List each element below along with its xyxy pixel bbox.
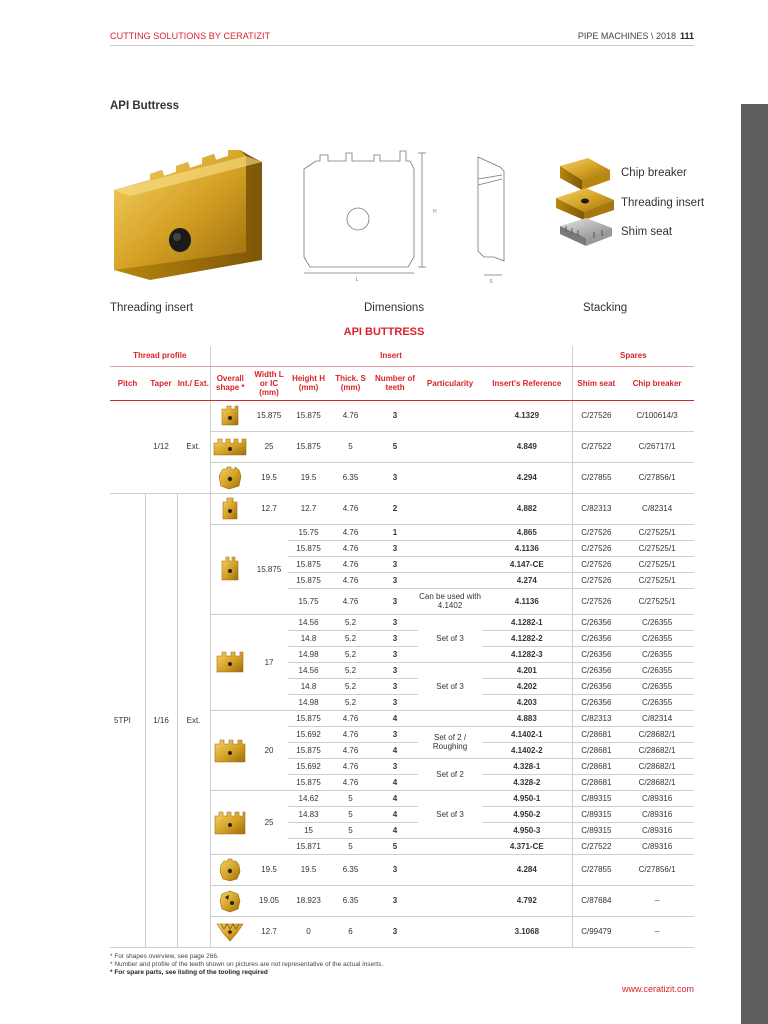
insert-shape-icon: [218, 858, 242, 882]
cell-reference: 4.1136: [482, 588, 572, 614]
cell-height: 12.7: [288, 493, 329, 524]
table-title: API BUTTRESS: [343, 326, 425, 338]
cell-height: 15.875: [288, 774, 329, 790]
col-shim-seat: Shim seat: [572, 366, 620, 400]
label-shim-seat: Shim seat: [621, 226, 673, 238]
cell-thickness: 4.76: [329, 524, 372, 540]
cell-reference: 4.1402-2: [482, 742, 572, 758]
cell-particularity: Set of 3: [418, 790, 482, 838]
cell-teeth: 5: [372, 431, 418, 462]
col-number-of-teeth: Number of teeth: [372, 366, 418, 400]
cell-thickness: 4.76: [329, 710, 372, 726]
cell-teeth: 3: [372, 646, 418, 662]
cell-pitch-blank: [110, 400, 145, 493]
cell-thickness: 6.35: [329, 885, 372, 916]
cell-teeth: 4: [372, 806, 418, 822]
cell-height: 15.75: [288, 524, 329, 540]
cell-shim: C/27522: [572, 431, 620, 462]
cell-chip: C/27525/1: [620, 572, 694, 588]
stacking-image: [552, 156, 622, 248]
cell-height: 14.8: [288, 630, 329, 646]
svg-text:S: S: [489, 279, 493, 285]
cell-teeth: 3: [372, 662, 418, 678]
shape-cell: [210, 400, 250, 431]
cell-thickness: 5.2: [329, 694, 372, 710]
cell-height: 15.692: [288, 758, 329, 774]
cell-thickness: 6.35: [329, 462, 372, 493]
cell-teeth: 3: [372, 400, 418, 431]
cell-reference: 4.284: [482, 854, 572, 885]
shape-cell: [210, 710, 250, 790]
cell-reference: 4.882: [482, 493, 572, 524]
col-height: Height H (mm): [288, 366, 329, 400]
col-chip-breaker: Chip breaker: [620, 366, 694, 400]
cell-shim: C/26356: [572, 614, 620, 630]
dimensions-drawing: [290, 145, 530, 285]
cell-shim: C/26356: [572, 630, 620, 646]
cell-teeth: 3: [372, 572, 418, 588]
cell-particularity: [418, 540, 482, 556]
cell-chip: –: [620, 885, 694, 916]
cell-teeth: 3: [372, 630, 418, 646]
cell-chip: C/26355: [620, 694, 694, 710]
cell-teeth: 4: [372, 710, 418, 726]
cell-teeth: 4: [372, 822, 418, 838]
cell-teeth: 3: [372, 540, 418, 556]
cell-chip: C/27525/1: [620, 588, 694, 614]
cell-teeth: 3: [372, 885, 418, 916]
insert-shape-icon: [212, 437, 248, 457]
cell-shim: C/89315: [572, 806, 620, 822]
cell-chip: C/28682/1: [620, 726, 694, 742]
cell-shim: C/89315: [572, 790, 620, 806]
cell-chip: C/26355: [620, 630, 694, 646]
svg-text:H: H: [433, 209, 437, 215]
cell-reference: 4.1136: [482, 540, 572, 556]
cell-reference: 4.950-3: [482, 822, 572, 838]
shape-cell: [210, 916, 250, 947]
cell-chip: C/100614/3: [620, 400, 694, 431]
cell-height: 14.56: [288, 614, 329, 630]
cell-particularity: [418, 493, 482, 524]
cell-height: 15.875: [288, 572, 329, 588]
label-threading-insert: Threading insert: [621, 197, 705, 209]
cell-height: 19.5: [288, 854, 329, 885]
cell-chip: C/82314: [620, 710, 694, 726]
cell-thickness: 5.2: [329, 630, 372, 646]
cell-chip: C/28682/1: [620, 758, 694, 774]
cell-thickness: 4.76: [329, 758, 372, 774]
cell-reference: 4.328-2: [482, 774, 572, 790]
cell-shim: C/82313: [572, 493, 620, 524]
cell-teeth: 4: [372, 742, 418, 758]
cell-height: 0: [288, 916, 329, 947]
cell-teeth: 3: [372, 588, 418, 614]
cell-width: 25: [250, 790, 288, 854]
cell-chip: C/27525/1: [620, 540, 694, 556]
cell-particularity: [418, 431, 482, 462]
cell-height: 15.875: [288, 431, 329, 462]
cell-taper: 1/12: [145, 400, 177, 493]
cell-height: 15.871: [288, 838, 329, 854]
cell-reference: 4.147-CE: [482, 556, 572, 572]
footnote-shapes: * For shapes overview, see page 266.: [110, 953, 219, 960]
cell-reference: 4.849: [482, 431, 572, 462]
cell-shim: C/27855: [572, 854, 620, 885]
header-catalog: PIPE MACHINES \ 2018: [577, 31, 676, 41]
cell-height: 15.875: [288, 742, 329, 758]
col-overall-shape: Overall shape *: [210, 366, 250, 400]
cell-shim: C/99479: [572, 916, 620, 947]
cell-shim: C/89315: [572, 822, 620, 838]
cell-pitch: 5TPI: [110, 493, 145, 947]
cell-particularity: Set of 2: [418, 758, 482, 790]
cell-height: 14.98: [288, 694, 329, 710]
col-pitch: Pitch: [110, 366, 145, 400]
col-width: Width L or IC (mm): [250, 366, 288, 400]
shape-cell: [210, 854, 250, 885]
side-tab: [741, 104, 768, 1024]
cell-reference: 4.1329: [482, 400, 572, 431]
insert-shape-icon: [215, 650, 245, 674]
cell-particularity: [418, 524, 482, 540]
cell-teeth: 1: [372, 524, 418, 540]
cell-thickness: 5: [329, 431, 372, 462]
cell-thickness: 5: [329, 806, 372, 822]
cell-shim: C/27526: [572, 588, 620, 614]
label-chip-breaker: Chip breaker: [621, 167, 687, 179]
website-link[interactable]: www.ceratizit.com: [621, 984, 694, 994]
cell-width: 20: [250, 710, 288, 790]
cell-thickness: 4.76: [329, 588, 372, 614]
table-row: [110, 400, 694, 431]
cell-ext: Ext.: [177, 493, 210, 947]
col-int-ext: Int./ Ext.: [177, 366, 210, 400]
cell-teeth: 3: [372, 758, 418, 774]
header-brand: CUTTING SOLUTIONS BY CERATIZIT: [110, 31, 271, 41]
insert-shape-icon: [213, 736, 247, 764]
cell-teeth: 3: [372, 556, 418, 572]
cell-shim: C/28681: [572, 774, 620, 790]
cell-chip: C/82314: [620, 493, 694, 524]
cell-height: 15.875: [288, 710, 329, 726]
cell-chip: C/26355: [620, 646, 694, 662]
cell-reference: 4.1282-2: [482, 630, 572, 646]
cell-particularity: [418, 462, 482, 493]
cell-shim: C/28681: [572, 758, 620, 774]
cell-teeth: 3: [372, 726, 418, 742]
cell-chip: C/89316: [620, 838, 694, 854]
group-spares: Spares: [572, 346, 694, 366]
section-title: API Buttress: [110, 100, 180, 112]
cell-thickness: 5.2: [329, 678, 372, 694]
cell-shim: C/26356: [572, 646, 620, 662]
cell-teeth: 3: [372, 854, 418, 885]
cell-chip: C/26355: [620, 662, 694, 678]
cell-reference: 4.950-1: [482, 790, 572, 806]
cell-reference: 4.1282-1: [482, 614, 572, 630]
cell-chip: C/89316: [620, 806, 694, 822]
cell-shim: C/26356: [572, 694, 620, 710]
insert-shape-icon: [215, 921, 245, 943]
group-thread-profile: Thread profile: [110, 346, 210, 366]
col-thickness: Thick. S (mm): [329, 366, 372, 400]
col-particularity: Particularity: [418, 366, 482, 400]
shape-cell: [210, 524, 250, 614]
cell-ext: Ext.: [177, 400, 210, 493]
cell-shim: C/27526: [572, 572, 620, 588]
cell-chip: C/89316: [620, 822, 694, 838]
insert-shape-icon: [220, 497, 240, 521]
cell-teeth: 3: [372, 678, 418, 694]
cell-reference: 4.294: [482, 462, 572, 493]
cell-taper: 1/16: [145, 493, 177, 947]
cell-particularity: [418, 885, 482, 916]
cell-shim: C/26356: [572, 662, 620, 678]
cell-particularity: [418, 854, 482, 885]
cell-shim: C/26356: [572, 678, 620, 694]
cell-thickness: 4.76: [329, 572, 372, 588]
cell-shim: C/27526: [572, 400, 620, 431]
cell-shim: C/27526: [572, 524, 620, 540]
insert-shape-icon: [219, 556, 241, 582]
cell-thickness: 6.35: [329, 854, 372, 885]
cell-particularity: [418, 400, 482, 431]
cell-particularity: [418, 838, 482, 854]
cell-reference: 4.274: [482, 572, 572, 588]
cell-height: 14.98: [288, 646, 329, 662]
cell-particularity: [418, 710, 482, 726]
cell-shim: C/28681: [572, 742, 620, 758]
footnote-spare-parts: * For spare parts, see listing of the tooling required: [110, 969, 268, 976]
cell-chip: C/27525/1: [620, 524, 694, 540]
cell-width: 19.5: [250, 854, 288, 885]
cell-thickness: 4.76: [329, 400, 372, 431]
cell-reference: 4.792: [482, 885, 572, 916]
cell-reference: 4.328-1: [482, 758, 572, 774]
cell-chip: C/26355: [620, 678, 694, 694]
cell-thickness: 5.2: [329, 614, 372, 630]
cell-width: 25: [250, 431, 288, 462]
col-taper: Taper: [145, 366, 177, 400]
api-buttress-table: [110, 346, 694, 948]
header-publication: [578, 31, 694, 41]
caption-stacking: Stacking: [583, 302, 628, 314]
cell-particularity: [418, 916, 482, 947]
cell-chip: C/89316: [620, 790, 694, 806]
cell-height: 14.62: [288, 790, 329, 806]
cell-height: 14.83: [288, 806, 329, 822]
cell-shim: C/28681: [572, 726, 620, 742]
cell-width: 15.875: [250, 524, 288, 614]
cell-thickness: 4.76: [329, 726, 372, 742]
cell-thickness: 6: [329, 916, 372, 947]
cell-thickness: 4.76: [329, 742, 372, 758]
cell-chip: –: [620, 916, 694, 947]
svg-text:L: L: [355, 277, 359, 283]
cell-width: 17: [250, 614, 288, 710]
cell-teeth: 4: [372, 790, 418, 806]
cell-width: 12.7: [250, 493, 288, 524]
cell-chip: C/26355: [620, 614, 694, 630]
cell-thickness: 5.2: [329, 662, 372, 678]
table-row: [110, 493, 694, 524]
cell-particularity: Set of 2 / Roughing: [418, 726, 482, 758]
shape-cell: [210, 462, 250, 493]
cell-particularity: Set of 3: [418, 614, 482, 662]
cell-reference: 4.1282-3: [482, 646, 572, 662]
cell-thickness: 4.76: [329, 556, 372, 572]
cell-thickness: 4.76: [329, 540, 372, 556]
cell-height: 15.75: [288, 588, 329, 614]
threading-insert-image: [110, 150, 270, 285]
cell-reference: 4.883: [482, 710, 572, 726]
cell-thickness: 4.76: [329, 493, 372, 524]
cell-height: 15: [288, 822, 329, 838]
cell-height: 19.5: [288, 462, 329, 493]
cell-height: 18.923: [288, 885, 329, 916]
cell-reference: 4.865: [482, 524, 572, 540]
cell-height: 14.56: [288, 662, 329, 678]
cell-reference: 4.202: [482, 678, 572, 694]
cell-particularity: Can be used with 4.1402: [418, 588, 482, 614]
cell-teeth: 3: [372, 462, 418, 493]
cell-reference: 4.371-CE: [482, 838, 572, 854]
shape-cell: [210, 614, 250, 710]
insert-shape-icon: [213, 808, 247, 836]
footnote-teeth: * Number and profile of the teeth shown on pictures are not representative of the actual inserts.: [110, 961, 384, 968]
cell-reference: 4.201: [482, 662, 572, 678]
col-insert-reference: Insert's Reference: [482, 366, 572, 400]
cell-chip: C/26717/1: [620, 431, 694, 462]
cell-width: 15.875: [250, 400, 288, 431]
cell-thickness: 5: [329, 822, 372, 838]
cell-width: 19.05: [250, 885, 288, 916]
cell-height: 15.875: [288, 556, 329, 572]
cell-particularity: [418, 556, 482, 572]
cell-shim: C/27526: [572, 556, 620, 572]
cell-thickness: 5: [329, 838, 372, 854]
cell-chip: C/27856/1: [620, 854, 694, 885]
cell-height: 15.875: [288, 540, 329, 556]
cell-shim: C/27855: [572, 462, 620, 493]
cell-width: 19.5: [250, 462, 288, 493]
shape-cell: [210, 885, 250, 916]
caption-threading-insert: Threading insert: [110, 302, 194, 314]
cell-teeth: 3: [372, 614, 418, 630]
header-divider: [110, 45, 694, 46]
cell-teeth: 3: [372, 694, 418, 710]
cell-thickness: 5.2: [329, 646, 372, 662]
cell-shim: C/87684: [572, 885, 620, 916]
cell-particularity: [418, 572, 482, 588]
cell-reference: 3.1068: [482, 916, 572, 947]
shape-cell: [210, 790, 250, 854]
cell-chip: C/27856/1: [620, 462, 694, 493]
cell-reference: 4.1402-1: [482, 726, 572, 742]
cell-reference: 4.950-2: [482, 806, 572, 822]
cell-shim: C/82313: [572, 710, 620, 726]
cell-shim: C/27522: [572, 838, 620, 854]
shape-cell: [210, 493, 250, 524]
shape-cell: [210, 431, 250, 462]
cell-shim: C/27526: [572, 540, 620, 556]
cell-teeth: 5: [372, 838, 418, 854]
page-number: 111: [679, 31, 694, 41]
insert-shape-icon: [219, 405, 241, 427]
cell-reference: 4.203: [482, 694, 572, 710]
cell-teeth: 2: [372, 493, 418, 524]
cell-teeth: 3: [372, 916, 418, 947]
cell-teeth: 4: [372, 774, 418, 790]
cell-height: 15.875: [288, 400, 329, 431]
cell-width: 12.7: [250, 916, 288, 947]
cell-chip: C/27525/1: [620, 556, 694, 572]
insert-shape-icon: [218, 889, 242, 913]
caption-dimensions: Dimensions: [364, 302, 425, 314]
cell-thickness: 5: [329, 790, 372, 806]
cell-chip: C/28682/1: [620, 774, 694, 790]
cell-height: 15.692: [288, 726, 329, 742]
group-insert: Insert: [210, 346, 572, 366]
insert-shape-icon: [217, 466, 243, 490]
cell-thickness: 4.76: [329, 774, 372, 790]
cell-particularity: Set of 3: [418, 662, 482, 710]
cell-height: 14.8: [288, 678, 329, 694]
cell-chip: C/28682/1: [620, 742, 694, 758]
